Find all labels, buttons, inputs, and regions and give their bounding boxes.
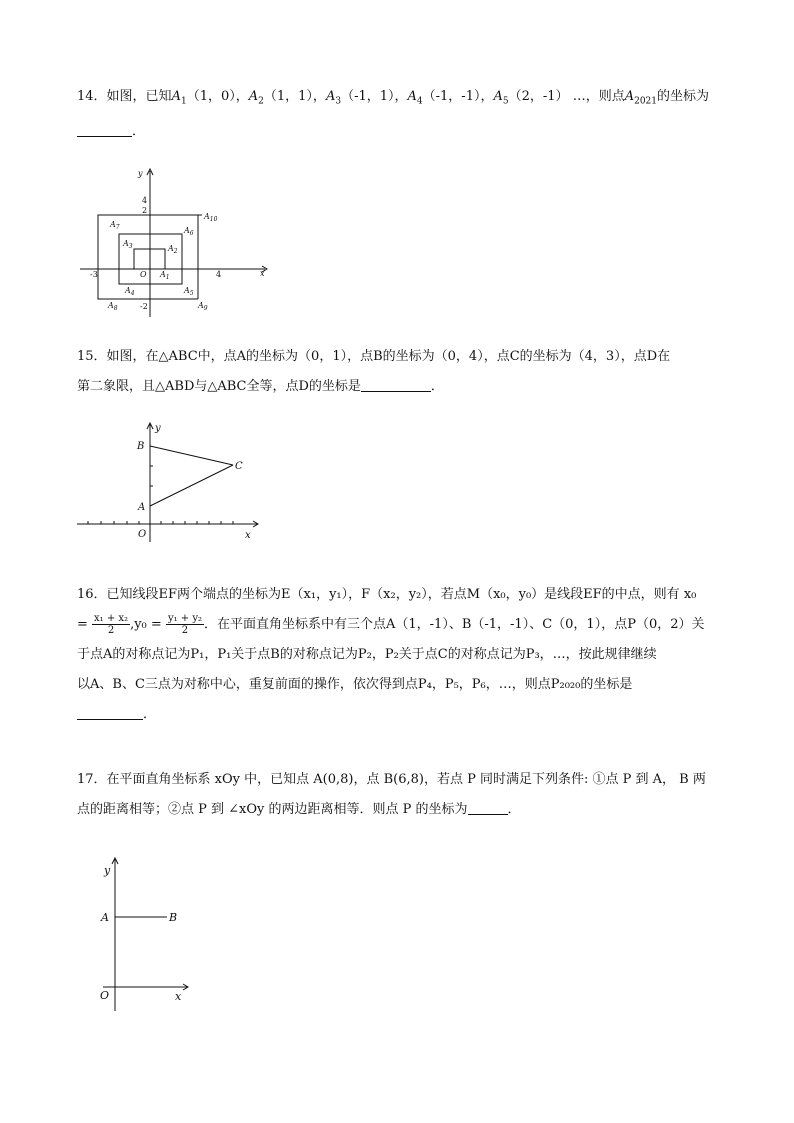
- question-15: 15．如图，在△ABC中，点A的坐标为（0，1），点B的坐标为（0，4），点C的坐标为（4，3），点D在 第二象限，且△ABD与△ABC全等，点D的坐标是 ．: [77, 349, 671, 394]
- q15-label-x: x: [245, 530, 251, 541]
- question-14: 14．如图，已知$A_1(1$，0），$A_2(1$，1），$A_3(-1$，1），$A_4(-1$，-1），$A_5(2$，-1） …，则点$A_{2021}$的坐标为 ．: [77, 89, 710, 139]
- q14-y-label: y: [138, 169, 143, 178]
- q17-answer-blank[interactable]: [468, 800, 508, 815]
- q14-x-label: x: [260, 269, 265, 278]
- question-16: 16．已知线段EF两个端点的坐标为E（x₁，y₁），F（x₂，y₂），若点M（x₀，y₀）是线段EF的中点，则有 x₀ = $\frac{\text{x₁ + x₂}}{2}$ ,y₀ = $\frac{\text{y₁ + y₂}}{2}$ ．在平面直角坐标系中有三个点A（1，-1）、B（-1，-1）、C（0，1），点P（0，2）关 于点A的对称点记为P₁，P₁关于点B的对称点记为P₂，P₂关于点C的对称点记为P₃，…，按此规律继续 以A、B、C三点为对称中心，重复前面的操作，依次得到点P₄，P₅，P₆，…，则点P₂₀₂₀的坐标是 ．: [77, 587, 705, 722]
- q17-label-x: x: [175, 990, 182, 1003]
- segment-AC: [150, 465, 233, 506]
- q14-label-A3: $A_3$: [123, 239, 133, 250]
- q14-number: 14．: [77, 89, 107, 104]
- q14-label-A9: $A_9$: [198, 301, 208, 312]
- q17-label-A: A: [101, 911, 109, 924]
- q14-label-A6: $A_6$: [184, 226, 194, 237]
- q14-figure: [70, 165, 280, 320]
- q14-intro: 如图，已知: [106, 89, 172, 104]
- q17-label-y: y: [104, 864, 111, 877]
- q14-label-A2: $A_2$: [168, 244, 178, 255]
- q17-figure: [95, 855, 205, 1015]
- q15-label-O: O: [138, 529, 147, 540]
- q14-tick-2: 2: [142, 206, 148, 215]
- q15-ticks: [88, 466, 233, 524]
- q15-label-C: C: [235, 461, 243, 472]
- q14-tick-neg2: -2: [140, 302, 148, 311]
- q14-label-A4: $A_4$: [125, 286, 135, 297]
- q17-label-B: B: [169, 911, 178, 924]
- q17-label-O: O: [100, 989, 110, 1002]
- q15-label-B: B: [137, 441, 145, 452]
- q14-answer-blank[interactable]: [77, 122, 132, 137]
- q14-label-A10: $A_{10}$: [204, 212, 218, 223]
- q14-origin: O: [140, 270, 147, 279]
- q15-label-A: A: [138, 502, 146, 513]
- segment-BC: [150, 446, 233, 465]
- q16-answer-blank[interactable]: [77, 705, 143, 720]
- q15-label-y: y: [155, 423, 161, 434]
- question-17: 17．在平面直角坐标系 xOy 中，已知点 A(0,8)，点 B(6,8)，若点 P 同时满足下列条件: ①点 P 到 A， B 两 点的距离相等；②点 P 到 ∠xOy 的两边距离相等．则点 P 的坐标为 ．: [77, 772, 706, 817]
- q14-label-A5: $A_5$: [184, 286, 194, 297]
- q14-tick-neg3: -3: [90, 270, 98, 279]
- q15-figure: [75, 420, 265, 545]
- q14-tick-x4: 4: [216, 270, 222, 279]
- q15-answer-blank[interactable]: [361, 377, 431, 392]
- q14-label-A8: $A_8$: [108, 301, 118, 312]
- q16-formula: = $\frac{\text{x₁ + x₂}}{2}$ ,y₀ = $\frac{\text{y₁ + y₂}}{2}$: [77, 613, 202, 636]
- q14-tick-4: 4: [142, 196, 148, 205]
- q14-label-A7: $A_7$: [110, 220, 120, 231]
- q14-label-A1: $A_1$: [160, 270, 170, 281]
